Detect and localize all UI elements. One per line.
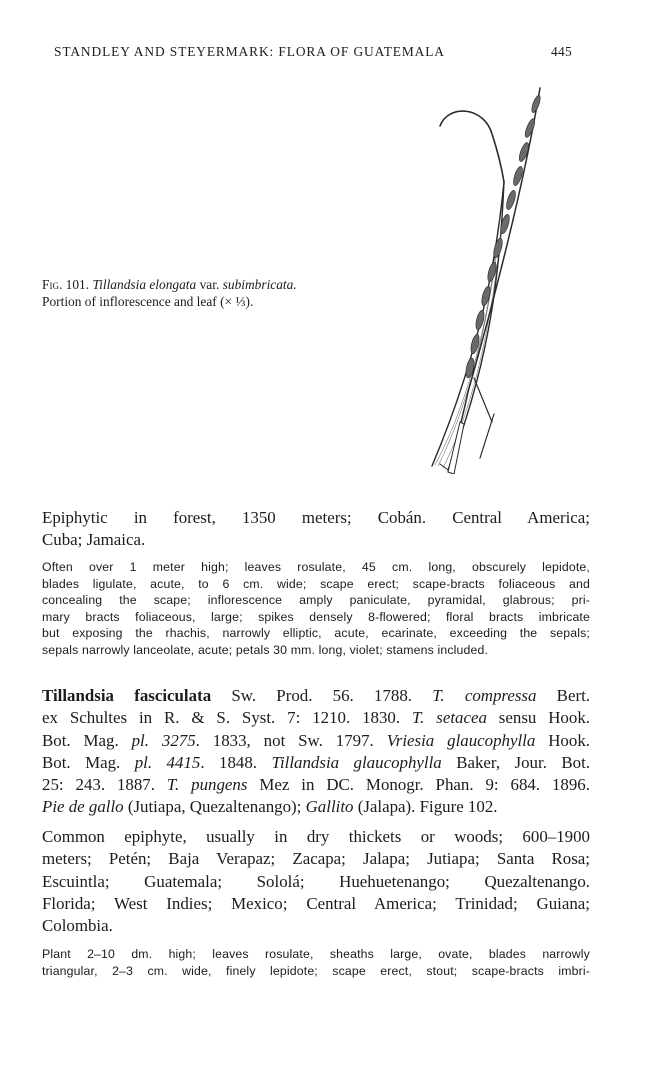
text-line — [42, 707, 590, 729]
text-line: Plant 2–10 dm. high; leaves rosulate, sheaths large, ovate, blades narrowly — [42, 947, 590, 961]
citation-text: . 1833, not Sw. 1797. — [195, 730, 387, 750]
text-line: Epiphytic in forest, 1350 meters; Cobán. Central America; — [42, 508, 590, 527]
synonym: Vriesia glaucophylla — [386, 730, 536, 750]
text-line: meters; Petén; Baja Verapaz; Zacapa; Jalapa; Jutiapa; Santa Rosa; — [42, 849, 590, 869]
page-number: 445 — [551, 44, 572, 59]
plate-ref: pl. 3275 — [131, 730, 196, 750]
text-line — [42, 796, 590, 818]
habitat-paragraph-2 — [42, 826, 590, 937]
citation-text: (Jutiapa, Quezaltenango); — [123, 797, 306, 817]
text-line: Common epiphyte, usually in dry thickets or woods; 600–1900 — [42, 827, 590, 846]
text-line — [42, 730, 590, 752]
citation-text: Baker, Jour. Bot. — [441, 752, 591, 772]
description-paragraph-2 — [42, 946, 590, 979]
common-name: Gallito — [305, 797, 354, 817]
text-line: Colombia. — [42, 916, 113, 936]
running-header — [54, 44, 572, 60]
text-line: triangular, 2–3 cm. wide, finely lepidote; scape erect, stout; scape-bracts imbri- — [42, 963, 590, 978]
citation-text: 25: 243. 1887. — [42, 775, 167, 795]
synonym: T. setacea — [412, 708, 487, 728]
figure-variety: subimbricata. — [222, 277, 297, 292]
citation-text: Bot. Mag. — [42, 752, 135, 772]
figure-caption — [42, 276, 422, 310]
text-line — [42, 774, 590, 796]
text-line: sepals narrowly lanceolate, acute; petals 30 mm. long, violet; stamens included. — [42, 642, 489, 657]
text-line: Often over 1 meter high; leaves rosulate, 45 cm. long, obscurely lepidote, — [42, 560, 590, 574]
citation-text: ex Schultes in R. & S. Syst. 7: 1210. 1830. — [42, 708, 412, 728]
figure-label: Fig. 101. — [42, 277, 90, 292]
citation-text: Hook. — [535, 730, 590, 750]
running-title: STANDLEY AND STEYERMARK: FLORA OF GUATEMALA — [54, 44, 445, 59]
plant-illustration — [418, 82, 558, 474]
plate-ref: pl. 4415 — [134, 752, 201, 772]
text-line: blades ligulate, acute, to 6 cm. wide; scape erect; scape-bracts foliaceous and — [42, 576, 590, 591]
citation-text: Mez in DC. Monogr. Phan. 9: 684. 1896. — [247, 775, 590, 795]
citation-text: Bot. Mag. — [42, 730, 132, 750]
text-line: Escuintla; Guatemala; Sololá; Huehuetenango; Quezaltenango. — [42, 871, 590, 891]
citation-text: Sw. Prod. 56. 1788. — [211, 686, 433, 705]
synonym: T. pungens — [166, 775, 248, 795]
text-line: but exposing the rhachis, narrowly elliptic, acute, ecarinate, exceeding the sepals; — [42, 626, 590, 640]
common-name: Pie de gallo — [42, 797, 124, 817]
text-line: Cuba; Jamaica. — [42, 530, 146, 550]
citation-text: Bert. — [536, 686, 590, 705]
text-line: mary bracts foliaceous, large; spikes densely 8-flowered; floral bracts imbricate — [42, 609, 590, 624]
description-paragraph-1 — [42, 559, 590, 658]
citation-text: sensu Hook. — [486, 708, 590, 728]
text-line — [42, 685, 590, 707]
citation-text: . 1848. — [200, 752, 272, 772]
habitat-paragraph-1 — [42, 507, 590, 552]
figure-species: Tillandsia elongata — [92, 277, 197, 292]
synonym: T. compressa — [432, 686, 537, 705]
figure-caption-line2: Portion of inflorescence and leaf (× ⅓). — [42, 294, 254, 309]
species-entry — [42, 685, 590, 819]
text-line: Florida; West Indies; Mexico; Central America; Trinidad; Guiana; — [42, 893, 590, 913]
text-line — [42, 752, 590, 774]
citation-text: (Jalapa). Figure 102. — [353, 797, 498, 817]
text-line: concealing the scape; inflorescence amply paniculate, pyramidal, glabrous; pri- — [42, 593, 590, 607]
figure-var: var. — [199, 277, 220, 292]
species-name: Tillandsia fasciculata — [42, 686, 212, 705]
synonym: Tillandsia glaucophylla — [271, 752, 442, 772]
